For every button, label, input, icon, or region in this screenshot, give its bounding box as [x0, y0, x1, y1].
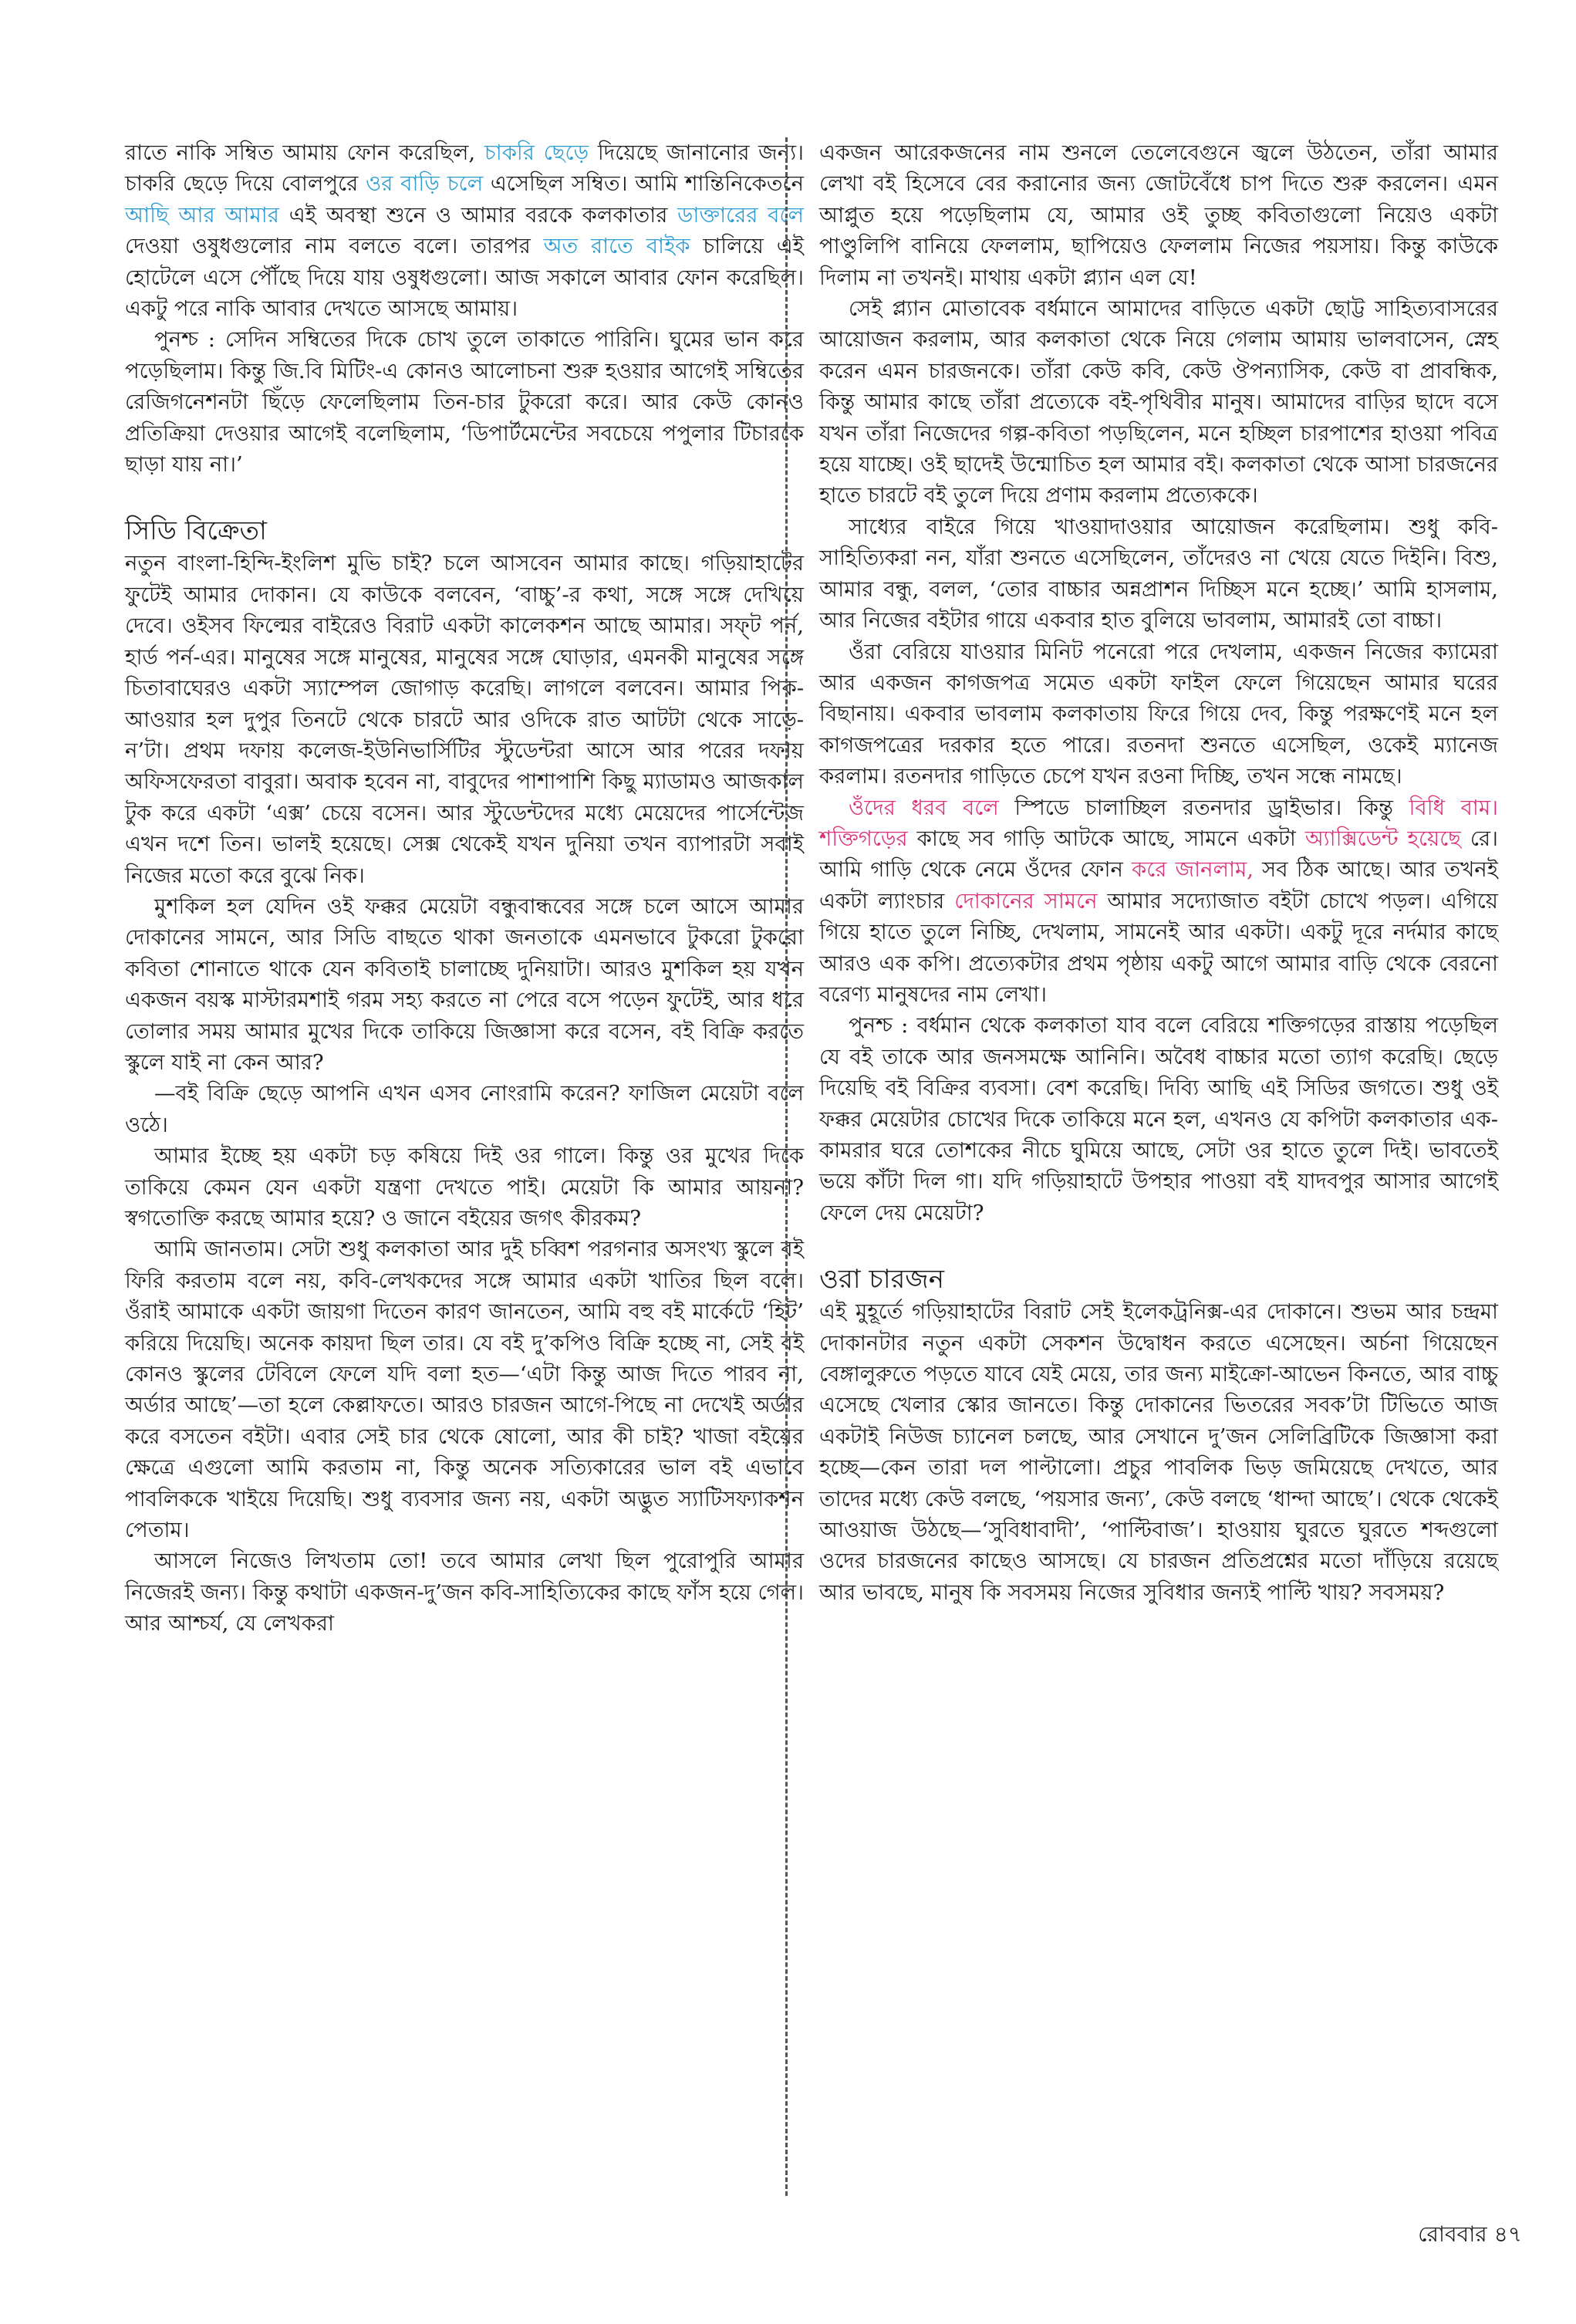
column-divider — [785, 137, 788, 2196]
highlighted-phrase: চাকরি ছেড়ে — [484, 140, 589, 165]
text-run: আমার সদ্যোজাত বইটা চোখে পড়ল। এগিয়ে গিয়ে হাতে তুলে নিচ্ছি, দেখলাম, সামনেই আর একটা। একটু দূরে নর্দমার কাছে আরও এক কপি। প্রত্যেকটার প্রথম পৃষ্ঠায় একটু আগে আমার বাড়ি থেকে বেরনো বরেণ্য মানুষদের নাম লেখা। — [819, 888, 1498, 1007]
highlighted-phrase: আছি আর আমার — [125, 202, 279, 228]
text-run: স্পিডে চালাচ্ছিল রতনদার ড্রাইভার। কিন্তু — [998, 795, 1409, 820]
highlighted-phrase: ওর বাড়ি চলে — [366, 171, 484, 197]
right-column — [819, 137, 1498, 1608]
text-run: এসেছিল সম্বিত। আমি শান্তিনিকেতনে — [483, 171, 805, 197]
right-paragraph-6: পুনশ্চ : বর্ধমান থেকে কলকাতা যাব বলে বেরিয়ে শক্তিগড়ের রাস্তায় পড়েছিল যে বই তাকে আর জনসমক্ষে আনিনি। অবৈধ বাচ্চার মতো ত্যাগ করেছি। ছেড়ে দিয়েছি বই বিক্রির ব্যবসা। বেশ করেছি। দিব্যি আছি এই সিডির জগতে। শুধু ওই ফক্কর মেয়েটার চোখের দিকে তাকিয়ে মনে হল, এখনও যে কপিটা কলকাতার এক-কামরার ঘরে তোশকের নীচে ঘুমিয়ে আছে, সেটা ওর হাতে তুলে দিই। ভাবতেই ভয়ে কাঁটা দিল গা। যদি গড়িয়াহাটে উপহার পাওয়া বই যাদবপুর আসার আগেই ফেলে দেয় মেয়েটা? — [819, 1013, 1498, 1225]
page-footer: রোববার ৪৭ — [1418, 2221, 1522, 2247]
right-paragraph-5 — [819, 792, 1498, 1011]
text-run: রাতে নাকি সম্বিত আমায় ফোন করেছিল, — [125, 140, 484, 165]
right-paragraph-4: ওঁরা বেরিয়ে যাওয়ার মিনিট পনেরো পরে দেখলাম, একজন নিজের ক্যামেরা আর একজন কাগজপত্র সমেত একটা ফাইল ফেলে গিয়েছেন আমার ঘরের বিছানায়। একবার ভাবলাম কলকাতায় ফিরে গিয়ে দেব, কিন্তু পরক্ষণেই মনে হল কাগজপত্রের দরকার হতে পারে। রতনদা শুনতে এসেছিল, ওকেই ম্যানেজ করলাম। রতনদার গাড়িতে চেপে যখন রওনা দিচ্ছি, তখন সন্ধে নামছে। — [819, 639, 1498, 789]
highlighted-phrase: অত রাতে বাইক — [543, 234, 690, 259]
text-run: দেওয়া ওষুধগুলোর নাম বলতে বলে। তারপর — [125, 234, 544, 259]
left-paragraph-2: পুনশ্চ : সেদিন সম্বিতের দিকে চোখ তুলে তাকাতে পারিনি। ঘুমের ভান করে পড়েছিলাম। কিন্তু জি.বি মিটিং-এ কোনও আলোচনা শুরু হওয়ার আগেই সম্বিতের রেজিগনেশনটা ছিঁড়ে ফেলেছিলাম তিন-চার টুকরো করে। আর কেউ কোনও প্রতিক্রিয়া দেওয়ার আগেই বলেছিলাম, ‘ডিপার্টমেন্টের সবচেয়ে পপুলার টিচারকে ছাড়া যায় না।’ — [125, 327, 804, 478]
left-paragraph-1 — [125, 137, 804, 324]
section-title-cd-seller: সিডি বিক্রেতা — [125, 515, 267, 547]
highlighted-phrase: দোকানের সামনে — [954, 888, 1098, 914]
right-paragraph-1: একজন আরেকজনের নাম শুনলে তেলেবেগুনে জ্বলে উঠতেন, তাঁরা আমার লেখা বই হিসেবে বের করানোর জন্য জোটবেঁধে চাপ দিতে শুরু করলেন। এমন আপ্লুত হয়ে পড়েছিলাম যে, আমার ওই তুচ্ছ কবিতাগুলো নিয়েও একটা পাণ্ডুলিপি বানিয়ে ফেললাম, ছাপিয়েও ফেললাম নিজের পয়সায়। কিন্তু কাউকে দিলাম না তখনই। মাথায় একটা প্ল্যান এল যে! — [819, 140, 1498, 290]
highlighted-phrase: করে জানলাম, — [1131, 857, 1254, 883]
text-run: এই অবস্থা শুনে ও আমার বরকে কলকাতার — [278, 202, 678, 228]
left-paragraph-8: আসলে নিজেও লিখতাম তো! তবে আমার লেখা ছিল পুরোপুরি আমার নিজেরই জন্য। কিন্তু কথাটা একজন-দু’জন কবি-সাহিত্যিকের কাছে ফাঁস হয়ে গেল। আর আশ্চর্য, যে লেখকরা — [125, 1549, 805, 1637]
highlighted-phrase: অ্যাক্সিডেন্ট হয়েছে — [1304, 826, 1461, 851]
highlighted-phrase: ওঁদের ধরব বলে — [849, 795, 999, 820]
left-paragraph-3: নতুন বাংলা-হিন্দি-ইংলিশ মুভি চাই? চলে আসবেন আমার কাছে। গড়িয়াহাটের ফুটেই আমার দোকান। যে কাউকে বলবেন, ‘বাচ্চু’-র কথা, সঙ্গে সঙ্গে দেখিয়ে দেবে। ওইসব ফিল্মের বাইরেও বিরাট একটা কালেকশন আছে আমার। সফ্‌ট পর্ন, হার্ড পর্ন-এর। মানুষের সঙ্গে মানুষের, মানুষের সঙ্গে ঘোড়ার, এমনকী মানুষের সঙ্গে চিতাবাঘেরও একটা স্যাম্পেল জোগাড় করেছি। লাগলে বলবেন। আমার পিক-আওয়ার হল দুপুর তিনটে থেকে চারটে আর ওদিকে রাত আটটা থেকে সাড়ে-ন’টা। প্রথম দফায় কলেজ-ইউনিভার্সিটির স্টুডেন্টরা আসে আর পরের দফায় অফিসফেরতা বাবুরা। অবাক হবেন না, বাবুদের পাশাপাশি কিছু ম্যাডামও আজকাল টুক করে একটা ‘এক্স’ চেয়ে বসেন। আর স্টুডেন্টদের মধ্যে মেয়েদের পার্সেন্টেজ এখন দশে তিন। ভালই হয়েছে। সেক্স থেকেই যখন দুনিয়া তখন ব্যাপারটা সবাই নিজের মতো করে বুঝে নিক। — [125, 551, 804, 888]
right-paragraph-2: সেই প্ল্যান মোতাবেক বর্ধমানে আমাদের বাড়িতে একটা ছোট্ট সাহিত্যবাসরের আয়োজন করলাম, আর কলকাতা থেকে নিয়ে গেলাম আমায় ভালবাসেন, স্নেহ করেন এমন চারজনকে। তাঁরা কেউ কবি, কেউ ঔপন্যাসিক, কেউ বা প্রাবন্ধিক, কিন্তু আমার কাছে তাঁরা প্রত্যেকে বই-পৃথিবীর মানুষ। আমাদের বাড়ির ছাদে বসে যখন তাঁরা নিজেদের গল্প-কবিতা পড়ছিলেন, মনে হচ্ছিল চারপাশের হাওয়া পবিত্র হয়ে যাচ্ছে। ওই ছাদেই উন্মোচিত হল আমার বই। কলকাতা থেকে আসা চারজনের হাতে চারটে বই তুলে দিয়ে প্রণাম করলাম প্রত্যেককে। — [819, 296, 1498, 508]
text-run: রে। আমি গাড়ি থেকে নেমে ওঁদের ফোন — [819, 826, 1498, 883]
left-paragraph-4: মুশকিল হল যেদিন ওই ফক্কর মেয়েটা বন্ধুবান্ধবের সঙ্গে চলে আসে আমার দোকানের সামনে, আর সিডি বাছতে থাকা জনতাকে এমনভাবে টুকরো টুকরো কবিতা শোনাতে থাকে যেন কবিতাই চালাচ্ছে দুনিয়াটা। আরও মুশকিল হয় যখন একজন বয়স্ক মাস্টারমশাই গরম সহ্য করতে না পেরে বসে পড়েন ফুটেই, আর ধরে তোলার সময় আমার মুখের দিকে তাকিয়ে জিজ্ঞাসা করে বসেন, বই বিক্রি করতে স্কুলে যাই না কেন আর? — [125, 893, 804, 1075]
text-run: দিয়েছে জানানোর জন্য। চাকরি ছেড়ে দিয়ে বোলপুরে — [125, 140, 804, 197]
right-paragraph-7: এই মুহূর্তে গড়িয়াহাটের বিরাট সেই ইলেকট্রনিক্স-এর দোকানে। শুভম আর চন্দ্রমা দোকানটার নতুন একটা সেকশন উদ্বোধন করতে এসেছেন। অর্চনা গিয়েছেন বেঙ্গালুরুতে পড়তে যাবে যেই মেয়ে, তার জন্য মাইক্রো-আভেন কিনতে, আর বাচ্চু এসেছে খেলার স্কোর জানতে। কিন্তু দোকানের ভিতরের সবক’টা টিভিতে আজ একটাই নিউজ চ্যানেল চলছে, আর সেখানে দু’জন সেলিব্রিটিকে জিজ্ঞাসা করা হচ্ছে—কেন তারা দল পাল্টালো। প্রচুর পাবলিক ভিড় জমিয়েছে দেখতে, আর তাদের মধ্যে কেউ বলছে, ‘পয়সার জন্য’, কেউ বলছে ‘ধান্দা আছে’। থেকে থেকেই আওয়াজ উঠছে—‘সুবিধাবাদী’, ‘পাল্টিবাজ’। হাওয়ায় ঘুরতে ঘুরতে শব্দগুলো ওদের চারজনের কাছেও আসছে। যে চারজন প্রতিপ্রশ্নের মতো দাঁড়িয়ে রয়েছে আর ভাবছে, মানুষ কি সবসময় নিজের সুবিধার জন্যই পাল্টি খায়? সবসময়? — [819, 1299, 1498, 1605]
right-paragraph-3: সাধ্যের বাইরে গিয়ে খাওয়াদাওয়ার আয়োজন করেছিলাম। শুধু কবি-সাহিত্যিকরা নন, যাঁরা শুনতে এসেছিলেন, তাঁদেরও না খেয়ে যেতে দিইনি। বিশু, আমার বন্ধু, বলল, ‘তোর বাচ্চার অন্নপ্রাশন দিচ্ছিস মনে হচ্ছে।’ আমি হাসলাম, আর নিজের বইটার গায়ে একবার হাত বুলিয়ে ভাবলাম, আমারই তো বাচ্চা। — [819, 514, 1498, 633]
text-run: সব ঠিক আছে। আর তখনই একটা ল্যাংচার — [819, 857, 1498, 914]
highlighted-phrase: ডাক্তারের বলে — [677, 202, 805, 228]
left-column — [125, 137, 804, 1640]
highlighted-phrase: বিধি বাম। শক্তিগড়ের — [819, 795, 1498, 851]
section-title-ora-charjon: ওরা চারজন — [819, 1264, 945, 1295]
left-paragraph-6: আমার ইচ্ছে হয় একটা চড় কষিয়ে দিই ওর গালে। কিন্তু ওর মুখের দিকে তাকিয়ে কেমন যেন একটা যন্ত্রণা দেখতে পাই। মেয়েটা কি আমার আয়না? স্বগতোক্তি করছে আমার হয়ে? ও জানে বইয়ের জগৎ কীরকম? — [125, 1143, 804, 1231]
text-run: চালিয়ে এই হোটেলে এসে পৌঁছে দিয়ে যায় ওষুধগুলো। আজ সকালে আবার ফোন করেছিল। একটু পরে নাকি আবার দেখতে আসছে আমায়। — [125, 234, 804, 322]
left-paragraph-7: আমি জানতাম। সেটা শুধু কলকাতা আর দুই চব্বিশ পরগনার অসংখ্য স্কুলে বই ফিরি করতাম বলে নয়, কবি-লেখকদের সঙ্গে আমার একটা খাতির ছিল বলে। ওঁরাই আমাকে একটা জায়গা দিতেন কারণ জানতেন, আমি বহু বই মার্কেটে ‘হিট’ করিয়ে দিয়েছি। অনেক কায়দা ছিল তার। যে বই দু’কপিও বিক্রি হচ্ছে না, সেই বই কোনও স্কুলের টেবিলে ফেলে যদি বলা হত—‘এটা কিন্তু আজ দিতে পারব না, অর্ডার আছে’—তা হলে কেল্লাফতে। আরও চারজন আগে-পিছে না দেখেই অর্ডার করে বসতেন বইটা। এবার সেই চার থেকে ষোলো, আর কী চাই? খাজা বইয়ের ক্ষেত্রে এগুলো আমি করতাম না, কিন্তু অনেক সত্যিকারের ভাল বই এভাবে পাবলিককে খাইয়ে দিয়েছি। শুধু ব্যবসার জন্য নয়, একটা অদ্ভুত স্যাটিসফ্যাকশন পেতাম। — [125, 1237, 804, 1543]
left-paragraph-5: —বই বিক্রি ছেড়ে আপনি এখন এসব নোংরামি করেন? ফাজিল মেয়েটা বলে ওঠে। — [125, 1081, 804, 1137]
text-run: কাছে সব গাড়ি আটকে আছে, সামনে একটা — [907, 826, 1305, 851]
